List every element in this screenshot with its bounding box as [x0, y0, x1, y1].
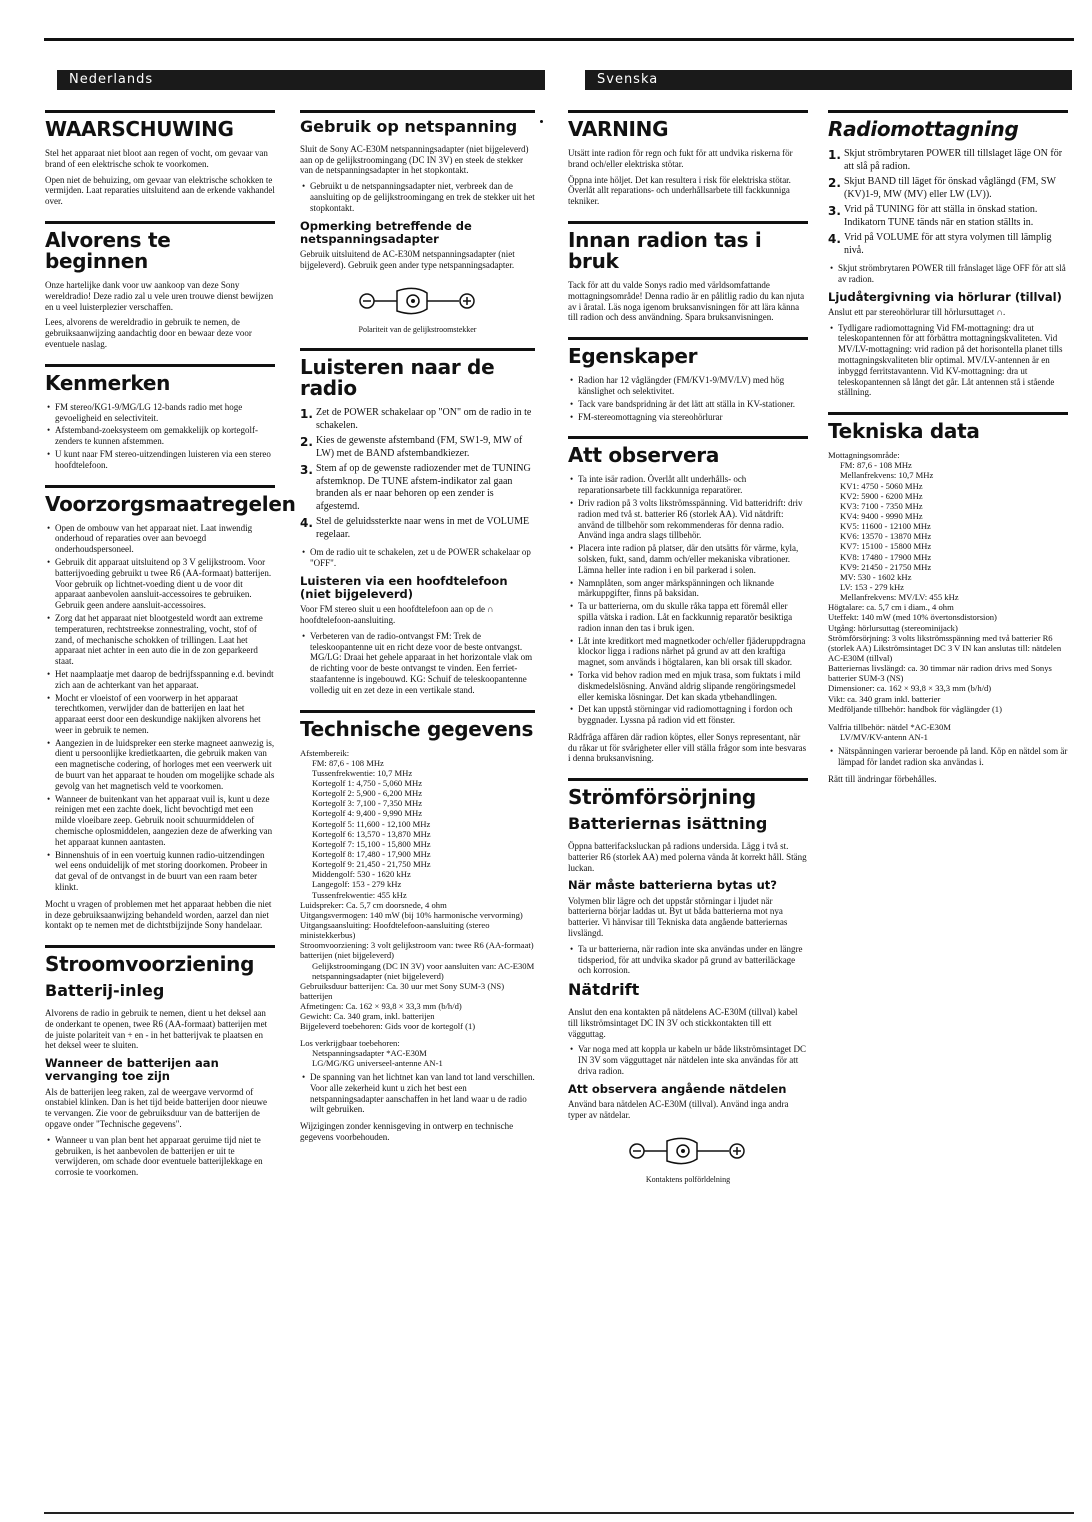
bottom-rule — [44, 1512, 1074, 1514]
spec-line: Batteriernas livslängd: ca. 30 timmar när radion drivs med Sonys batterier SUM-3 (NS) — [828, 663, 1052, 684]
list-item: • Driv radion på 3 volts likströmsspänning. Vid batteridrift: driv radion med två st. batterier R6 (storlek AA). Vid nätdrift: använd de tillbehör som rekommenderas för denna radio. Använd inga andra slags tillbehör. — [578, 498, 808, 541]
spec-line: KV4: 9400 - 9990 MHz — [840, 511, 923, 522]
section-rule — [300, 710, 535, 713]
list-item: • Gebruikt u de netspanningsadapter niet, verbreek dan de aansluiting op de gelijkstroomingang en trek de stekker uit het stopkontakt. — [310, 181, 535, 213]
spec-line: Gelijkstroomingang (DC IN 3V) voor aansluiten van: AC-E30M netspanningsadapter (niet bijgeleverd) — [312, 960, 535, 981]
heading-stromforsorjning: Strömförsörjning — [568, 785, 756, 810]
spec-line: Netspanningsadapter *AC-E30M — [312, 1047, 427, 1058]
spec-line: Kortegolf 3: 7,100 - 7,350 MHz — [312, 798, 423, 809]
spec-line: Dimensioner: ca. 162 × 93,8 × 33,3 mm (b/h/d) — [828, 683, 992, 694]
step-item: 3. Vrid på TUNING för att ställa in önskad station. Indikatorn TUNE tänds när en station ställts in. — [828, 204, 1038, 228]
subheading-horlurar: Ljudåtergivning via hörlurar (tillval) — [828, 289, 1062, 304]
list-item: • De spanning van het lichtnet kan van land tot land verschillen. Voor alle zekerheid kunt u zich het best een netspanningsadapter aanschaffen in het land waar u de radio wilt gebruiken. — [310, 1072, 535, 1115]
section-rule — [45, 221, 275, 224]
section-rule — [300, 110, 535, 113]
section-stromforsorjning — [568, 778, 808, 1184]
section-kenmerken — [45, 364, 275, 471]
spec-line: Kortegolf 4: 9,400 - 9,990 MHz — [312, 808, 423, 819]
heading-waarschuwing: WAARSCHUWING — [45, 117, 234, 141]
spec-line: MV: 530 - 1602 kHz — [840, 571, 912, 582]
section-rule — [45, 364, 275, 367]
precaution-list — [45, 523, 275, 893]
section-rule — [568, 337, 808, 340]
spec-line: KV8: 17480 - 17900 MHz — [840, 551, 932, 562]
list-item: • Open de ombouw van het apparaat niet. Laat inwendig onderhoud of reparaties over aan bevoegd onderhoudspersoneel. — [55, 523, 275, 555]
list-item: • FM stereo/KG1-9/MG/LG 12-bands radio met hoge gevoeligheid en selectiviteit. — [55, 402, 275, 424]
section-tekniska-data — [828, 412, 1068, 784]
spec-line: Afstembereik: — [300, 747, 350, 758]
spec-line: FM: 87,6 - 108 MHz — [312, 757, 384, 768]
subheading-adapter: Opmerking betreffende de netspanningsadapter — [300, 218, 472, 246]
list-item: • Ta inte isär radion. Överlåt allt underhålls- och reparationsarbete till fackkunniga reparatörer. — [578, 474, 808, 496]
spec-line: Kortegolf 6: 13,570 - 13,870 MHz — [312, 828, 431, 839]
spec-line: Luidspreker: Ca. 5,7 cm doorsnede, 4 ohm — [300, 899, 447, 910]
paragraph: Öppna inte höljet. Det kan resultera i risk för elektriska stötar. Överlåt allt reparations- och underhållsarbete till fackkunniga tekniker. — [568, 174, 791, 207]
section-rule — [568, 436, 808, 439]
heading-att-observera: Att observera — [568, 443, 720, 468]
spec-spacer — [828, 714, 1068, 722]
list-item: • Zorg dat het apparaat niet blootgesteld wordt aan extreme temperaturen, rechtstreekse zonnestraling, vocht, stof of zand, of mechanische schokken of trillingen. Laat het apparaat niet achter in een auto die in de zon geparkeerd staat. — [55, 613, 275, 667]
step-item: 3. Stem af op de gewenste radiozender met de TUNING afstemknop. De TUNE afstem-indikator zal gaan branden als er naar behoren op een zender is afgestemd. — [300, 463, 531, 512]
stray-dot — [540, 120, 543, 123]
spec-line: LV/MV/KV-antenn AN-1 — [840, 731, 928, 742]
spec-line: Mellanfrekvens: 10,7 MHz — [840, 470, 934, 481]
list-item: • FM-stereomottagning via stereohörlurar — [578, 412, 808, 423]
step-item: 4. Vrid på VOLUME för att styra volymen till lämplig nivå. — [828, 232, 1052, 256]
spec-line: KV9: 21450 - 21750 MHz — [840, 561, 932, 572]
subheading-vervanging: Wanneer de batterijen aan vervanging toe zijn — [45, 1056, 219, 1084]
subheading-byte: När måste batterierna bytas ut? — [568, 878, 777, 893]
feature-list — [45, 402, 275, 471]
list-item: • Det kan uppstå störningar vid radiomottagning i fordon och byggnader. Lyssna på radion vid ett fönster. — [578, 704, 808, 726]
feature-list — [568, 375, 808, 422]
heading-kenmerken: Kenmerken — [45, 370, 171, 395]
heading-technische-gegevens: Technische gegevens — [300, 716, 534, 741]
subheading-batteriernas-isattning: Batteriernas isättning — [568, 814, 768, 834]
spec-line: FM: 87,6 - 108 MHz — [840, 460, 912, 471]
reception-notes — [300, 631, 535, 696]
spec-line: Högtalare: ca. 5,7 cm i diam., 4 ohm — [828, 602, 954, 613]
spec-line: Medföljande tillbehör: handbok för våglängder (1) — [828, 703, 1002, 714]
spec-line: Mottagningsområde: — [828, 450, 900, 461]
heading-alvorens: Alvorens te beginnen — [45, 227, 171, 273]
paragraph: Onze hartelijke dank voor uw aankoop van deze Sony wereldradio! Deze radio zal u vele uren trouwe dienst bewijzen en u veel luisterplezier verschaffen. — [45, 279, 274, 312]
list-item: • Tack vare bandspridning är det lätt att ställa in KV-stationer. — [578, 399, 808, 410]
spec-line: Kortegolf 8: 17,480 - 17,900 MHz — [312, 849, 431, 860]
section-luisteren — [300, 348, 535, 695]
figure-caption: Polariteit van de gelijkstroomstekker — [358, 324, 477, 334]
spec-notes — [828, 746, 1068, 768]
list-item: • Het naamplaatje met daarop de bedrijfsspanning e.d. bevindt zich aan de achterkant van het apparaat. — [55, 669, 275, 691]
list-item: • Wanneer u van plan bent het apparaat geruime tijd niet te gebruiken, is het aanbevolen de batterijen er uit te verwijderen, om schade door eventuele batterijlekkage en corrosie te voorkomen. — [55, 1135, 275, 1178]
spec-line: Gewicht: Ca. 340 gram, inkl. batterijen — [300, 1011, 435, 1022]
section-rule — [828, 412, 1068, 415]
dc-plug-polarity-icon — [353, 281, 483, 321]
spec-line: Bijgeleverd toebehoren: Gids voor de kortegolf (1) — [300, 1021, 476, 1032]
list-item: • Ta ur batterierna, om du skulle råka tappa ett föremål eller spilla vätska i radion. Låt en fackkunnig reparatör besiktiga radion innan den tas i bruk igen. — [578, 601, 808, 633]
section-netspanning — [300, 110, 535, 334]
dc-plug-polarity-icon — [623, 1131, 753, 1171]
spec-line: Uitgangsvermogen: 140 mW (bij 10% harmonische vervorming) — [300, 909, 523, 920]
spec-line: Middengolf: 530 - 1620 kHz — [312, 869, 411, 880]
spec-line: Los verkrijgbaar toebehoren: — [300, 1037, 400, 1048]
list-item: • Gebruik dit apparaat uitsluitend op 3 V gelijkstroom. Voor batterijvoeding gebruikt u twee R6 (AA-formaat) batterijen. Voor gebruik op lichtnet-voeding dient u de voor dit apparaat aanbevolen aansluit-accessoires te gebruiken. Gebruik geen andere aansluit-accessoires. — [55, 557, 275, 611]
section-rule — [568, 778, 808, 781]
spec-line: LV: 153 - 279 kHz — [840, 582, 904, 593]
section-radiomottagning — [828, 110, 1068, 398]
spec-line: KV3: 7100 - 7350 MHz — [840, 500, 923, 511]
spec-line: KV1: 4750 - 5060 MHz — [840, 480, 923, 491]
paragraph: Anslut ett par stereohörlurar till hörlursuttaget ∩. — [828, 306, 1006, 317]
paragraph: Alvorens de radio in gebruik te nemen, dient u het deksel aan de onderkant te openen, twee R6 (AA-formaat) batterijen met de juiste polariteit van + en - in het batterijvak te plaatsen en het deksel weer te sluiten. — [45, 1008, 268, 1051]
paragraph: Mocht u vragen of problemen met het apparaat hebben die niet in deze gebruiksaanwijzing behandeld worden, aarzel dan niet kontakt op te nemen met de dichtstbijzijnde Sony handelaar. — [45, 898, 272, 931]
spec-line: Utgång: hörlursuttag (stereominijack) — [828, 622, 958, 633]
paragraph: Lees, alvorens de wereldradio in gebruik te nemen, de gebruiksaanwijzing aandachtig door en bewaar deze voor eventuele naslag. — [45, 317, 252, 349]
heading-luisteren: Luisteren naar de radio — [300, 355, 495, 401]
spec-list — [828, 450, 1068, 742]
section-egenskaper — [568, 337, 808, 422]
section-stroomvoorziening — [45, 945, 275, 1178]
spec-line: Kortegolf 2: 5,900 - 6,200 MHz — [312, 788, 423, 799]
spec-line: Mellanfrekvens: MV/LV: 455 kHz — [840, 592, 959, 603]
section-technische-gegevens — [300, 710, 535, 1143]
heading-varning: VARNING — [568, 117, 669, 141]
list-item: • Afstemband-zoeksysteem om gemakkelijk op kortegolf-zenders te kunnen afstemmen. — [55, 425, 275, 447]
section-rule — [568, 221, 808, 224]
paragraph: Open niet de behuizing, om gevaar van elektrische schokken te vermijden. Laat reparaties uitsluitend aan de erkende vakhandel over. — [45, 174, 275, 207]
spec-line: KV2: 5900 - 6200 MHz — [840, 490, 923, 501]
paragraph: Tack för att du valde Sonys radio med världsomfattande mottagningsområde! Denna radio är en pålitlig radio du kan njuta av i åratal. Läs noga igenom bruksanvisningen för att lära känna till radion och dess användning. Spara bruksanvisningen. — [568, 279, 805, 323]
list-item: • Torka vid behov radion med en mjuk trasa, som fuktats i mild diskmedelslösning. Använd aldrig slipande rengöringsmedel eller kemiska lösningar. Det kan skada ytbehandlingen. — [578, 670, 808, 702]
listening-notes — [828, 263, 1068, 285]
heading-netspanning: Gebruik op netspanning — [300, 117, 518, 136]
paragraph: Rätt till ändringar förbehålles. — [828, 773, 937, 784]
subheading-batterij-inleg: Batterij-inleg — [45, 981, 165, 1001]
list-item: • U kunt naar FM stereo-uitzendingen luisteren via een stereo hoofdtelefoon. — [55, 449, 275, 471]
spec-line: LG/MG/KG universeel-antenne AN-1 — [312, 1057, 443, 1068]
section-rule — [45, 945, 275, 948]
spec-line: Langegolf: 153 - 279 kHz — [312, 879, 402, 890]
paragraph: Wijzigingen zonder kennisgeving in ontwerp en technische gegevens voorbehouden. — [300, 1121, 514, 1142]
battery-notes — [45, 1135, 275, 1178]
subheading-hoofdtelefoon: Luisteren via een hoofdtelefoon (niet bijgeleverd) — [300, 573, 508, 602]
spec-line: KV7: 15100 - 15800 MHz — [840, 541, 932, 552]
spec-notes — [300, 1072, 535, 1115]
list-item: • Aangezien in de luidspreker een sterke magneet aanwezig is, dient u persoonlijke kredietkaarten, die gebruik maken van een magnetische codering, of horloges met een veerwerk uit de buurt van het apparaat te houden om mogelijke schade als gevolg van het magnetisch veld te voorkomen. — [55, 738, 275, 792]
listening-steps — [300, 407, 535, 541]
list-item: • Radion har 12 våglängder (FM/KV1-9/MV/LV) med hög känslighet och selektivitet. — [578, 375, 808, 397]
list-item: • Skjut strömbrytaren POWER till frånslaget läge OFF för att slå av radion. — [838, 263, 1068, 285]
section-voorzorg — [45, 485, 296, 932]
list-item: • Låt inte kreditkort med magnetkoder och/eller fjäderuppdragna klockor ligga i radions närhet på grund av att den kraftiga magnet, som används i högtalaren, kan bli orsak till skador. — [578, 636, 808, 668]
list-item: • Wanneer de buitenkant van het apparaat vuil is, kunt u deze reinigen met een zachte doek, licht bevochtigd met een milde vloeibare zeep. Gebruik nooit schuurmiddelen of chemische oplosmiddelen, aangezien deze de afwerking van het apparaat kunnen aantasten. — [55, 794, 275, 848]
paragraph: Volymen blir lägre och det uppstår störningar i ljudet när batterierna börjar laddas ut. Byt ut båda batterierna mot nya batterier. Vi hänvisar till Tekniska data angående batteriernas livslängd. — [568, 895, 788, 939]
heading-innan: Innan radion tas i bruk — [568, 227, 762, 273]
spec-line: Strömförsörjning: 3 volts likströmsspänning med två batterier R6 (storlek AA) Likströmsintaget DC 3 V IN kan anslutas till: nätdelen AC-E30M (tillval) — [828, 632, 1062, 663]
list-item: • Tydligare radiomottagning Vid FM-mottagning: dra ut teleskopantennen för att förbättra mottagningskvaliteten. Vid MV/LV-mottagning: vrid radion på det horisontella planet tills mottagningskvaliteten blir optimal. MV/LV-antennen är en inbyggd ferritstavantenn. Vid KV-mottagning: dra ut teleskopantennen så långt det går. Låt antennen stå i stående ställning. — [838, 323, 1068, 399]
paragraph: Sluit de Sony AC-E30M netspanningsadapter (niet bijgeleverd) aan op de gelijkstroomingang (DC IN 3V) en steek de stekker van de netspanningsadapter in het stopkontakt. — [300, 143, 529, 176]
reception-notes — [828, 323, 1068, 399]
subheading-natdrift: Nätdrift — [568, 980, 640, 1000]
spec-line: Kortegolf 7: 15,100 - 15,800 MHz — [312, 838, 431, 849]
spec-line: Valfria tillbehör: nätdel *AC-E30M — [828, 721, 951, 732]
step-item: 2. Kies de gewenste afstemband (FM, SW1-9, MW of LW) met de BAND afstembandkiezer. — [300, 435, 523, 459]
spec-line: Vikt: ca. 340 gram inkl. batterier — [828, 693, 941, 704]
language-bar-dutch: Nederlands — [57, 70, 545, 90]
spec-line: Uitgangsaansluiting: Hoofdtelefoon-aansluiting (stereo ministekkerbus) — [300, 920, 490, 941]
subheading-natdelen: Att observera angående nätdelen — [568, 1081, 787, 1096]
list-item: • Mocht er vloeistof of een voorwerp in het apparaat terechtkomen, verwijder dan de batterijen en laat het apparaat eerst door een deskundige nakijken alvorens het weer in gebruik te nemen. — [55, 693, 275, 736]
section-rule — [828, 110, 1068, 113]
spec-line: KV6: 13570 - 13870 MHz — [840, 531, 932, 542]
polarity-figure — [300, 281, 535, 335]
paragraph: Öppna batterifacksluckan på radions undersida. Lägg i två st. batterier R6 (storlek AA) med polerna vända åt korrekt håll. Stäng luckan. — [568, 841, 807, 873]
step-item: 2. Skjut BAND till läget för önskad våglängd (FM, SW (KV)1-9, MW (MV) eller LW (LV)). — [828, 176, 1056, 200]
spec-line: KV5: 11600 - 12100 MHz — [840, 521, 931, 532]
step-item: 1. Skjut strömbrytaren POWER till tillslaget läge ON för att slå på radion. — [828, 148, 1063, 172]
spec-list — [300, 748, 535, 1068]
column-nl-1 — [45, 100, 296, 1192]
list-item: • Om de radio uit te schakelen, zet u de POWER schakelaar op "OFF". — [310, 547, 535, 569]
paragraph: Anslut den ena kontakten på nätdelens AC-E30M (tillval) kabel till likströmsintaget DC IN 3V och stickkontakten till ett vägguttag. — [568, 1007, 798, 1039]
paragraph: Voor FM stereo sluit u een hoofdtelefoon aan op de ∩ hoofdtelefoon-aansluiting. — [300, 604, 494, 626]
section-rule — [45, 110, 275, 113]
mains-notes — [300, 181, 535, 213]
list-item: • Binnenshuis of in een voertuig kunnen radio-uitzendingen wel eens onduidelijk of met storing doorkomen. Probeer in dat geval of de ontvangst in de buurt van een raam beter klinkt. — [55, 850, 275, 893]
spec-line: Gebruiksduur batterijen: Ca. 30 uur met Sony SUM-3 (NS) batterijen — [300, 980, 505, 1001]
list-item: • Namnplåten, som anger märkspänningen och liknande märkuppgifter, finns på baksidan. — [578, 578, 808, 600]
section-att-observera — [568, 436, 808, 764]
column-sv-2 — [828, 100, 1068, 799]
section-varning — [568, 110, 808, 207]
heading-voorzorg: Voorzorgsmaatregelen — [45, 491, 296, 516]
paragraph: Stel het apparaat niet bloot aan regen of vocht, om gevaar van brand of een elektrische schok te voorkomen. — [45, 148, 268, 169]
spec-line: Kortegolf 9: 21,450 - 21,750 MHz — [312, 859, 431, 870]
section-waarschuwing — [45, 110, 275, 207]
paragraph: Utsätt inte radion för regn och fukt för att undvika riskerna för brand och/eller elektriska stötar. — [568, 148, 793, 169]
mains-notes — [568, 1044, 808, 1076]
paragraph: Als de batterijen leeg raken, zal de weergave vervormd of onstabiel klinken. Dan is het tijd beide batterijen door nieuwe te vervangen. Zie voor de gebruiksduur van de batterijen de opgave onder "Technische gegevens". — [45, 1086, 267, 1130]
paragraph: Rådfråga affären där radion köptes, eller Sonys representant, när du råkar ut för svårigheter eller vill ställa frågor som inte besvaras i denna bruksanvisning. — [568, 731, 807, 764]
listening-steps — [828, 148, 1068, 257]
list-item: • Placera inte radion på platser, där den utsätts för värme, kyla, solsken, fukt, sand, damm och/eller mekaniska vibrationer. Lämna heller inte radion i en bil parkerad i solen. — [578, 543, 808, 575]
spec-line: Kortegolf 5: 11,600 - 12,100 MHz — [312, 818, 431, 829]
heading-tekniska-data: Tekniska data — [828, 419, 980, 444]
spec-line: Tussenfrekwentie: 455 kHz — [312, 889, 407, 900]
top-rule — [44, 38, 1074, 41]
heading-egenskaper: Egenskaper — [568, 344, 698, 369]
precaution-list — [568, 474, 808, 726]
column-nl-2 — [300, 100, 535, 1157]
spec-line: Tussenfrekwentie: 10,7 MHz — [312, 767, 413, 778]
list-item: • Verbeteren van de radio-ontvangst FM: Trek de teleskoopantenne uit en richt deze voor de beste ontvangst. MG/LG: Draai het gehele apparaat in het horizontale vlak om de richting voor de beste ontvangst te vinden. Een ferriet-staafantenne is ingebouwd. KG: Schuif de teleskoopantenne volledig uit en zet deze in een vertikale stand. — [310, 631, 535, 696]
spec-line: Afmetingen: Ca. 162 × 93,8 × 33,3 mm (b/h/d) — [300, 1001, 462, 1012]
list-item: • Ta ur batterierna, när radion inte ska användas under en längre tidsperiod, för att undvika skador på grund av batteriläckage och korrosion. — [578, 944, 808, 976]
paragraph: Gebruik uitsluitend de AC-E30M netspanningsadapter (niet bijgeleverd). Gebruik geen ander type netspanningsadapter. — [300, 249, 515, 270]
section-innan — [568, 221, 808, 323]
listening-notes — [300, 547, 535, 569]
spec-line: Kortegolf 1: 4,750 - 5,060 MHz — [312, 778, 423, 789]
figure-caption: Kontaktens polförldelning — [645, 1174, 731, 1184]
list-item: • Nätspänningen varierar beroende på land. Köp en nätdel som är lämpad för landet radion ska användas i. — [838, 746, 1068, 768]
section-rule — [45, 485, 275, 488]
step-item: 1. Zet de POWER schakelaar op "ON" om de radio in te schakelen. — [300, 407, 532, 431]
list-item: • Var noga med att koppla ur kabeln ur både likströmsintaget DC IN 3V som vägguttaget när nätdelen inte ska användas för att driva radion. — [578, 1044, 808, 1076]
section-alvorens — [45, 221, 275, 350]
heading-radiomottagning: Radiomottagning — [828, 117, 1019, 141]
spec-line: Uteffekt: 140 mW (med 10% övertonsdistorsion) — [828, 612, 997, 623]
language-bar-swedish: Svenska — [585, 70, 1072, 90]
section-rule — [568, 110, 808, 113]
column-sv-1 — [568, 100, 808, 1198]
heading-stroomvoorziening: Stroomvoorziening — [45, 952, 255, 977]
polarity-figure — [568, 1131, 808, 1185]
spec-line: Stroomvoorziening: 3 volt gelijkstroom van: twee R6 (AA-formaat) batterijen (niet bijgeleverd) — [300, 940, 534, 961]
step-item: 4. Stel de geluidssterkte naar wens in met de VOLUME regelaar. — [300, 516, 530, 540]
battery-notes — [568, 944, 808, 976]
section-rule — [300, 348, 535, 351]
paragraph: Använd bara nätdelen AC-E30M (tillval). Använd inga andra typer av nätdelar. — [568, 1099, 789, 1120]
